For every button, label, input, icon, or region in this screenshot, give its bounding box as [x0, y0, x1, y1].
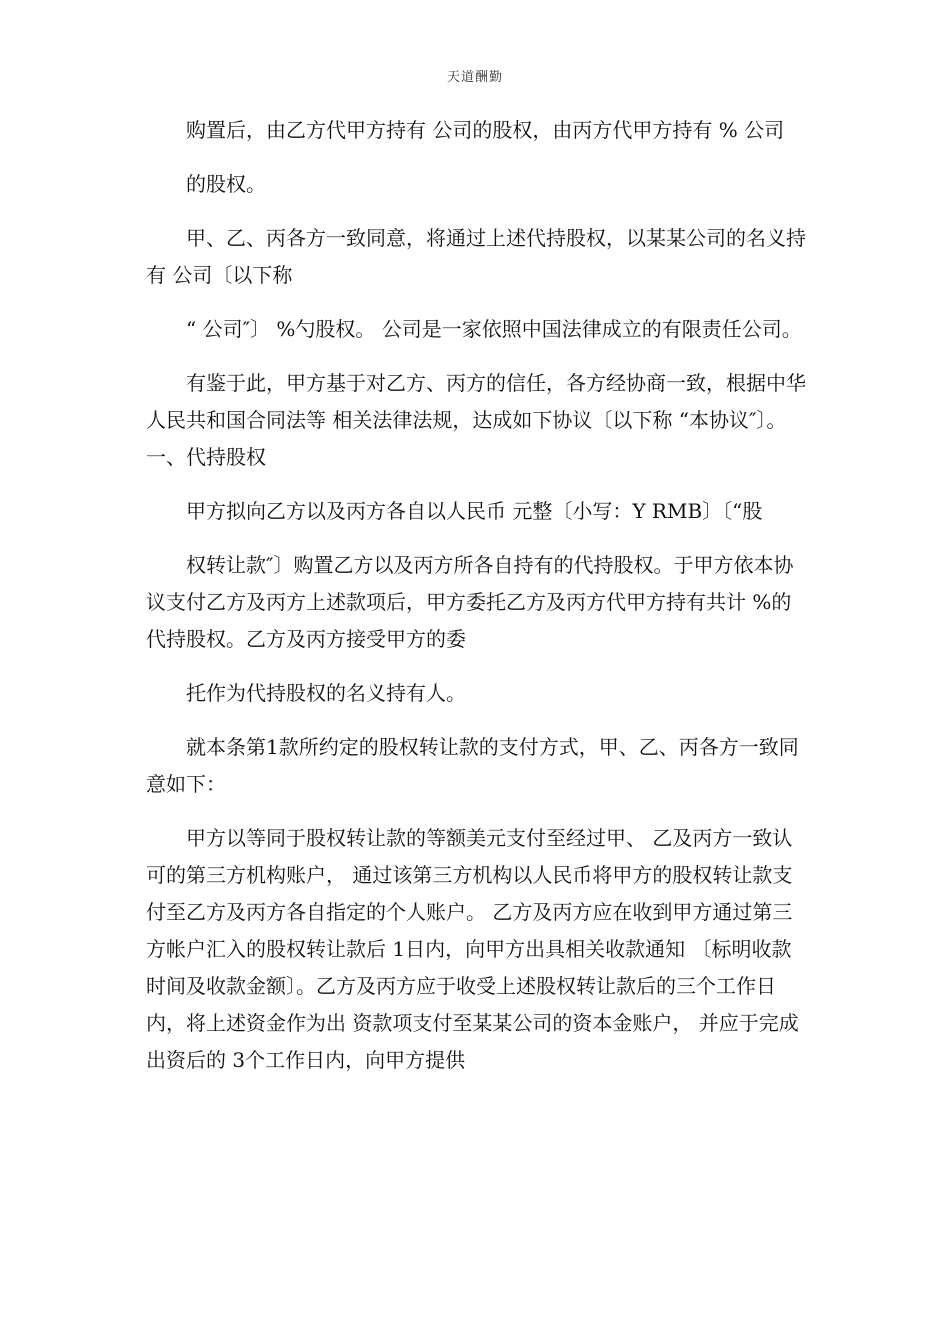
paragraph: 甲方拟向乙方以及丙方各自以人民币 元整〔小写：Y RMB〕〔“股	[186, 499, 763, 523]
page-header: 天道酬勤	[446, 70, 503, 85]
paragraph: 就本条第1款所约定的股权转让款的支付方式，甲、乙、丙各方一致同意如下：	[146, 735, 799, 796]
paragraph: 甲方以等同于股权转让款的等额美元支付至经过甲、 乙及丙方一致认可的第三方机构账户， 通过该第三方机构以人民币将甲方的股权转让款支付至乙方及丙方各自指定的个人账户。 乙方及丙方应在收到甲方通过第三方帐户汇入的股权转让款后 1日内，向甲方出具相关收款通知 〔标明收款时间及收款金额〕。乙方及丙方应于收受上述股权转让款后的三个工作日内，将上述资金作为出 资款项支付至某某公司的资本金账户， 并应于完成出资后的 3个工作日内，向甲方提供	[146, 826, 799, 1072]
paragraph: 有鉴于此，甲方基于对乙方、丙方的信任，各方经协商一致，根据中华人民共和国合同法等 相关法律法规，达成如下协议〔以下称 “本协议″〕。一、代持股权	[146, 371, 806, 469]
paragraph: “ 公司″〕 %勺股权。 公司是一家依照中国法律成立的有限责任公司。	[186, 317, 802, 341]
document-body	[146, 112, 808, 1096]
paragraph: 购置后，由乙方代甲方持有 公司的股权，由丙方代甲方持有 % 公司	[186, 118, 785, 142]
paragraph: 权转让款″〕购置乙方以及丙方所各自持有的代持股权。于甲方依本协议支付乙方及丙方上述款项后，甲方委托乙方及丙方代甲方持有共计 %的代持股权。乙方及丙方接受甲方的委	[146, 553, 794, 651]
paragraph: 甲、乙、丙各方一致同意，将通过上述代持股权，以某某公司的名义持有 公司〔以下称	[146, 226, 806, 287]
paragraph: 的股权。	[186, 172, 266, 196]
paragraph: 托作为代持股权的名义持有人。	[186, 681, 466, 705]
